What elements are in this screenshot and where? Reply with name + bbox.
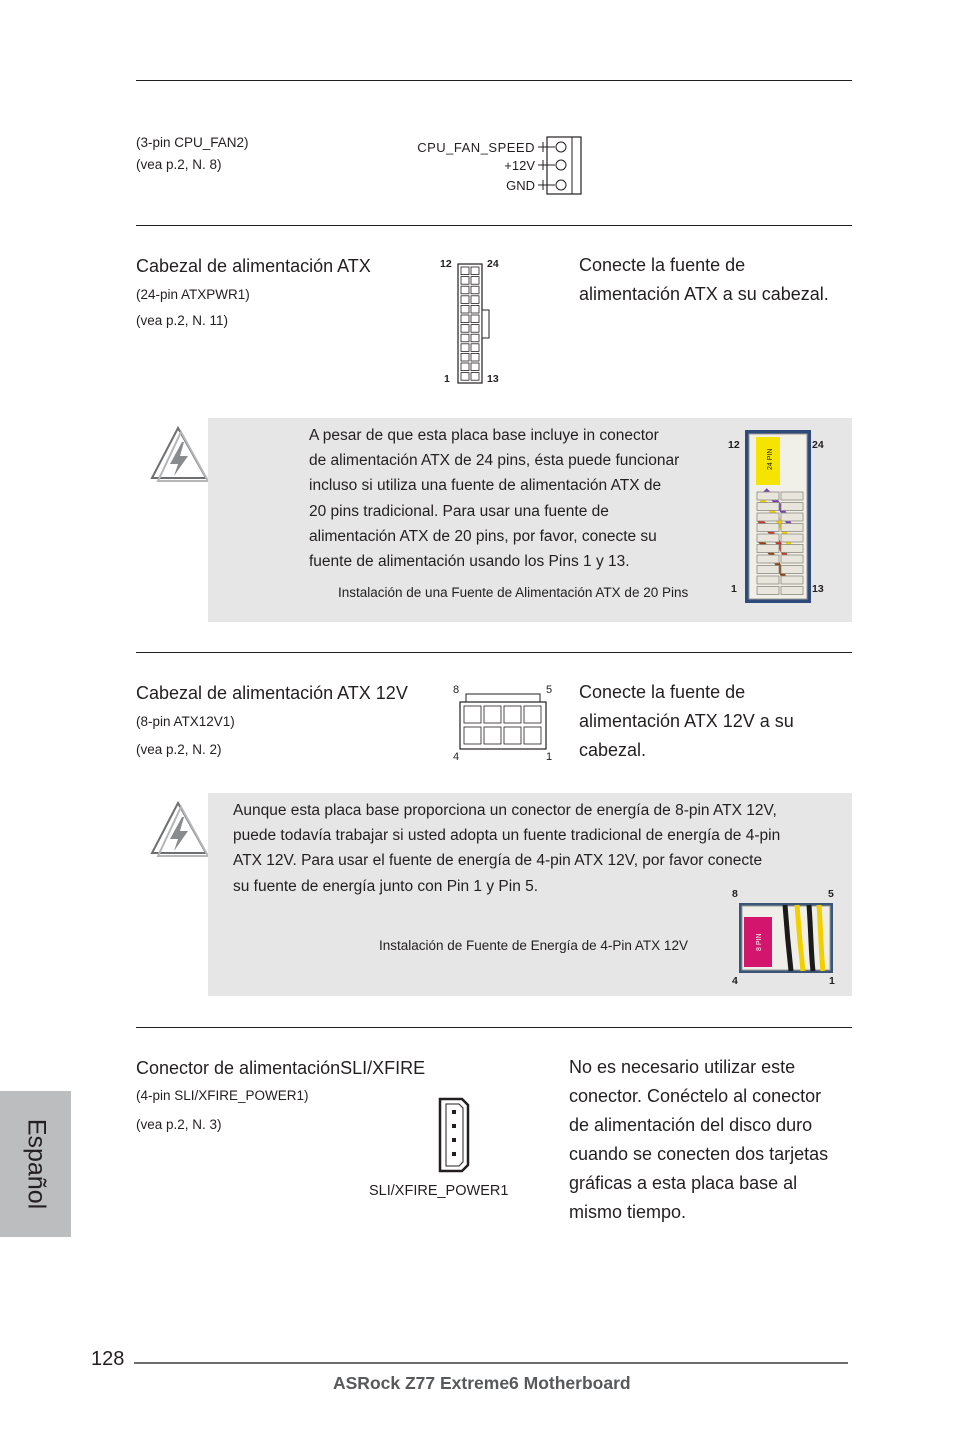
atx-pin-label: (24-pin ATXPWR1) [136,287,250,302]
atx-pin-cell [461,305,469,313]
atx-pin-cell [471,353,479,361]
atx-pin-cell [471,325,479,333]
sli-desc [569,1053,828,1227]
photo-pin-cell [781,534,803,542]
atx12v-pin-cell [524,727,541,744]
atx12v-pin-label: (8-pin ATX12V1) [136,714,235,729]
atx12v-pin-4: 4 [453,751,460,763]
atx12v-8pin-diagram [458,692,548,752]
cpu-fan-ref: (vea p.2, N. 8) [136,157,222,172]
photo-12v-label: 8 PIN [756,933,763,951]
atx12v-pin-cell [484,727,501,744]
sli-desc-line-6: mismo tiempo. [569,1202,687,1222]
atx12v-desc-line-2: alimentación ATX 12V a su [579,711,794,731]
atx-pin-cell [471,315,479,323]
atx-pin-cell [461,267,469,275]
atx-desc-line-1: Conecte la fuente de [579,255,746,275]
atx-pin-cell [461,286,469,294]
atx-title: Cabezal de alimentación ATX [136,256,371,276]
atx12v-desc [579,678,794,765]
note-atx-line-3: incluso si utiliza una fuente de alimentación ATX de [309,477,662,495]
atx-pin-cell [461,334,469,342]
photo-pin-cell [757,503,779,511]
photo-atx-pin-12: 12 [728,439,740,451]
cpu-fan-speed-label: CPU_FAN_SPEED [417,140,535,155]
photo-12v-pin-8: 8 [732,888,738,900]
photo-atx-pin-24: 24 [812,439,824,451]
atx-pin-cell [471,296,479,304]
atx12v-pin-cell [504,706,521,723]
photo-pin-cell [757,534,779,542]
warning-icon-2 [148,799,210,859]
photo-atx-label: 24 PIN [767,448,774,470]
atx-pin-cell [461,315,469,323]
note-atx12v-caption: Instalación de Fuente de Energía de 4-Pin ATX 12V [379,938,688,953]
photo-12v-pin-4: 4 [732,975,738,987]
photo-12v-pin-1: 1 [829,975,835,987]
photo-pin-cell [757,492,779,500]
photo-pin-cell [781,513,803,521]
atx-pin-cell [461,277,469,285]
atx-pin-13: 13 [487,373,499,385]
note-atx12v-line-4: su fuente de energía junto con Pin 1 y Pin 5. [233,877,539,895]
atx12v-pin-1: 1 [546,751,553,763]
photo-atx-pin-1: 1 [731,583,737,595]
atx-pin-cell [461,296,469,304]
sli-4pin-diagram [436,1097,472,1173]
note-atx12v-text [233,798,780,899]
photo-pin-cell [757,566,779,574]
atx-pin-cell [461,353,469,361]
note-atx-caption: Instalación de una Fuente de Alimentación ATX de 20 Pins [338,585,689,600]
photo-pin-cell [781,492,803,500]
language-side-tab [0,1091,71,1237]
atx-pin-cell [471,363,479,371]
sli-desc-line-5: gráficas a esta placa base al [569,1173,798,1193]
atx-pin-cell [461,373,469,381]
atx-ref: (vea p.2, N. 11) [136,313,229,328]
photo-pin-cell [781,587,803,595]
photo-pin-cell [781,503,803,511]
atx-pin-cell [471,334,479,342]
language-label: Español [22,1118,50,1210]
atx-pin-cell [461,344,469,352]
atx-pin-24: 24 [487,258,499,270]
atx12v-pin-cell [464,727,481,744]
cpu-fan-gnd-label: GND [506,178,535,193]
atx12v-desc-line-1: Conecte la fuente de [579,682,746,702]
note-atx-line-5: alimentación ATX de 20 pins, por favor, conecte su [309,527,657,545]
atx12v-ref: (vea p.2, N. 2) [136,742,222,757]
atx-pin-cell [471,373,479,381]
atx12v-installation-photo [739,903,833,973]
photo-pin-cell [781,566,803,574]
sli-desc-line-2: conector. Conéctelo al conector [569,1086,822,1106]
atx-pin-12: 12 [440,258,452,270]
note-atx-line-6: fuente de alimentación usando los Pins 1 y 13. [309,553,630,571]
cpu-fan-diagram [405,134,585,198]
top-rule [136,80,852,81]
page-number: 128 [91,1348,125,1370]
warning-icon [148,424,210,484]
atx-pin-cell [461,363,469,371]
sli-diagram-label: SLI/XFIRE_POWER1 [369,1183,509,1199]
atx-desc [579,251,829,309]
footer-product: ASRock Z77 Extreme6 Motherboard [333,1373,631,1393]
footer-rule [134,1362,848,1364]
atx-pin-cell [461,325,469,333]
sli-desc-line-3: de alimentación del disco duro [569,1115,813,1135]
note-atx12v-line-3: ATX 12V. Para usar el fuente de energía de 4-pin ATX 12V, por favor conecte [233,852,763,870]
atx-pin-cell [471,305,479,313]
atx12v-pin-cell [464,706,481,723]
photo-pin-cell [757,524,779,532]
atx12v-pin-cell [524,706,541,723]
atx-pin-cell [471,344,479,352]
atx-desc-line-2: alimentación ATX a su cabezal. [579,284,829,304]
atx12v-pin-cell [484,706,501,723]
photo-pin-cell [757,545,779,553]
photo-pin-cell [757,587,779,595]
note-atx12v-line-1: Aunque esta placa base proporciona un conector de energía de 8-pin ATX 12V, [233,802,777,819]
photo-pin-cell [781,555,803,563]
sli-pin-label: (4-pin SLI/XFIRE_POWER1) [136,1088,309,1103]
photo-pin-cell [781,524,803,532]
photo-pin-cell [757,513,779,521]
section-rule-3 [136,1027,852,1028]
cpu-fan-pin-label: (3-pin CPU_FAN2) [136,135,249,150]
atx12v-title: Cabezal de alimentación ATX 12V [136,683,408,703]
sli-ref: (vea p.2, N. 3) [136,1117,222,1132]
photo-pin-cell [781,576,803,584]
note-atx12v-line-2: puede todavía trabajar si usted adopta un fuente tradicional de energía de 4-pin [233,827,781,845]
photo-pin-cell [757,555,779,563]
sli-title: Conector de alimentaciónSLI/XFIRE [136,1058,426,1078]
atx-pin-1: 1 [444,373,450,385]
note-atx-line-4: 20 pins tradicional. Para usar una fuente de [309,502,609,520]
atx-installation-photo [745,430,811,603]
note-atx-text [309,423,679,574]
photo-pin-cell [757,576,779,584]
atx12v-desc-line-3: cabezal. [579,740,647,760]
sli-desc-line-1: No es necesario utilizar este [569,1057,796,1077]
atx-24pin-diagram [456,262,492,386]
photo-pin-cell [781,545,803,553]
atx-pin-cell [471,267,479,275]
cpu-fan-12v-label: +12V [504,158,535,173]
photo-atx-pin-13: 13 [812,583,824,595]
section-rule-2 [136,652,852,653]
atx12v-pin-8: 8 [453,684,460,696]
atx-pin-cell [471,277,479,285]
section-rule-1 [136,225,852,226]
note-atx-line-1: A pesar de que esta placa base incluye in conector [309,427,659,444]
atx12v-pin-5: 5 [546,684,553,696]
photo-12v-pin-5: 5 [828,888,834,900]
sli-desc-line-4: cuando se conecten dos tarjetas [569,1144,829,1164]
atx-pin-cell [471,286,479,294]
note-atx-line-2: de alimentación ATX de 24 pins, ésta puede funcionar [309,452,680,470]
atx12v-pin-cell [504,727,521,744]
